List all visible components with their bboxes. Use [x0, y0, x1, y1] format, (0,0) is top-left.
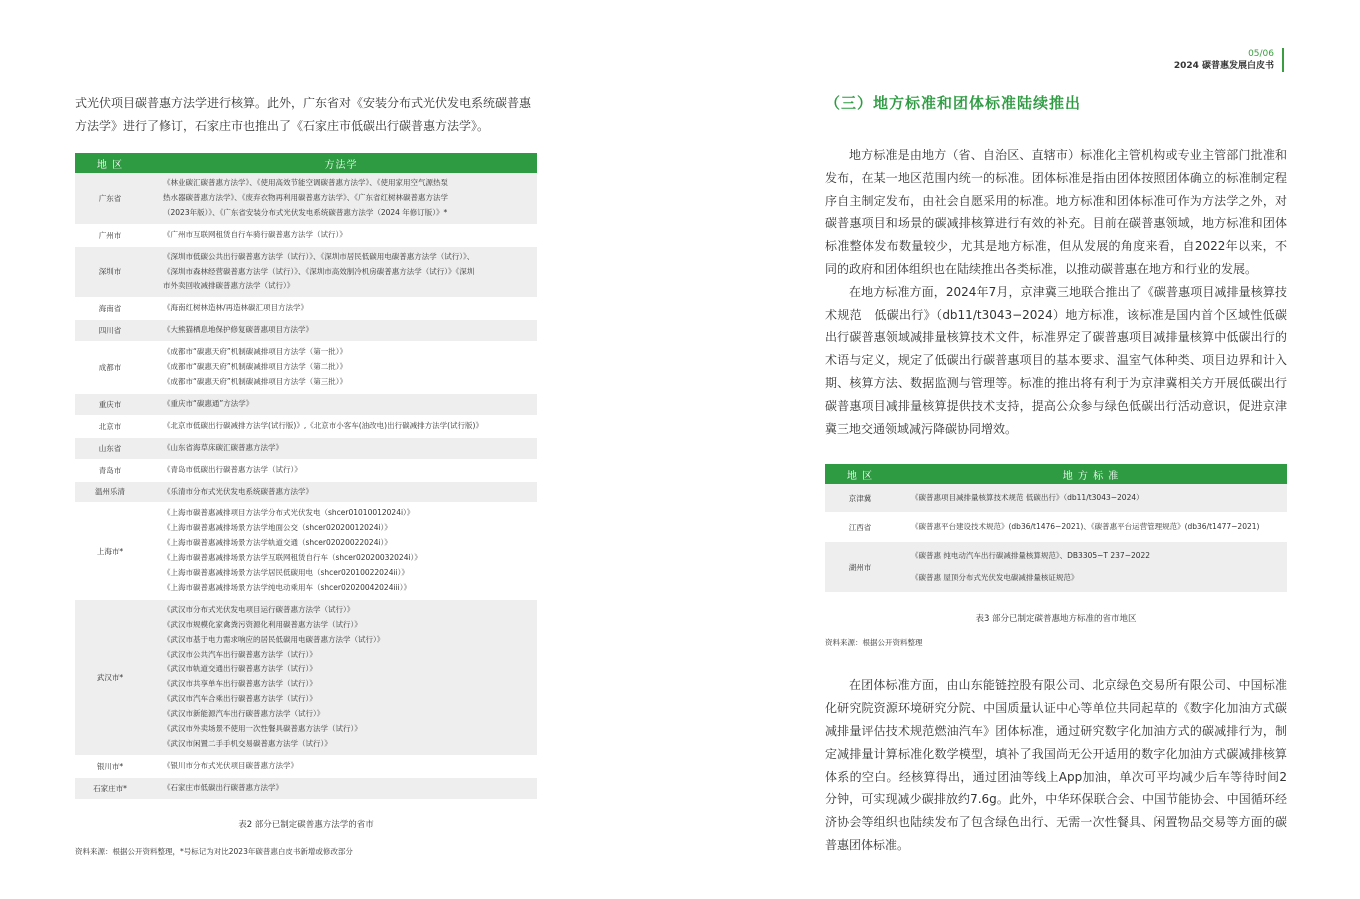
- region-cell: 四川省: [75, 320, 145, 342]
- page-header: [1174, 48, 1284, 72]
- paragraph-local-standards: 在地方标准方面，2024年7月，京津冀三地联合推出了《碳普惠项目减排量核算技术规范 低碳出行》（db11/t3043−2024）地方标准，该标准是国内首个区域性低碳出行碳普惠领域减排量核算技术文件，标准界定了碳普惠项目减排量核算中低碳出行的术语与定义，规定了低碳出行碳普惠项目的基本要求、温室气体种类、项目边界和计入期、核算方法、数据监测与管理等。标准的推出将有利于为京津冀相关方开展低碳出行碳普惠项目减排量核算提供技术支持，提高公众参与绿色低碳出行活动意识，促进京津冀三地交通领域减污降碳协同增效。: [825, 284, 1287, 436]
- table-row: [75, 755, 537, 777]
- methods-cell: [145, 224, 537, 246]
- methods-cell: [895, 542, 1287, 593]
- region-cell: 广州市: [75, 224, 145, 246]
- region-cell: 湖州市: [825, 542, 895, 593]
- region-cell: 深圳市: [75, 246, 145, 298]
- method-line: 《大熊猫栖息地保护修复碳普惠项目方法学》: [163, 325, 313, 335]
- region-cell: 北京市: [75, 415, 145, 437]
- method-line: 《上海市碳普惠减排场景方法学居民低碳用电（shcer02010022024ii）》: [163, 568, 409, 578]
- method-line: 《山东省海草床碳汇碳普惠方法学》: [163, 442, 283, 452]
- method-line: 《武汉市汽车合乘出行碳普惠方法学（试行）》: [163, 694, 317, 704]
- region-cell: 上海市*: [75, 503, 145, 599]
- region-cell: 武汉市*: [75, 599, 145, 755]
- region-cell: 石家庄市*: [75, 777, 145, 798]
- table-caption: 表2 部分已制定碳普惠方法学的省市: [238, 819, 374, 830]
- method-line: 《上海市碳普惠减排场景方法学纯电动乘用车（shcer02020042024iii）》: [163, 582, 411, 592]
- table-caption: 表3 部分已制定碳普惠地方标准的省市地区: [975, 614, 1137, 625]
- method-line: （2023年版）》、《广东省安装分布式光伏发电系统碳普惠方法学（2024 年修订版）》*: [163, 207, 448, 217]
- region-cell: 山东省: [75, 437, 145, 459]
- document-title: 2024 碳普惠发展白皮书: [1173, 61, 1274, 71]
- table-row: [75, 298, 537, 320]
- table-row: [825, 542, 1287, 593]
- source-note: 资料来源：根据公开资料整理，*号标记为对比2023年碳普惠白皮书新增或修改部分: [75, 846, 353, 856]
- region-cell: 温州乐清: [75, 481, 145, 503]
- method-line: 市外卖回收减排碳普惠方法学（试行）》: [163, 281, 295, 291]
- methods-cell: [145, 393, 537, 415]
- methods-cell: [145, 342, 537, 394]
- section-title: （三）地方标准和团体标准陆续推出: [825, 94, 1082, 112]
- method-line: 《重庆市“碳惠通”方法学》: [163, 398, 254, 408]
- table-row: [75, 246, 537, 298]
- methods-cell: [145, 459, 537, 481]
- method-line: 《银川市分布式光伏项目碳普惠方法学》: [163, 760, 298, 770]
- methods-cell: [145, 503, 537, 599]
- method-line: 《武汉市闲置二手手机交易碳普惠方法学（试行）》: [163, 739, 332, 748]
- region-cell: 广东省: [75, 173, 145, 224]
- method-line: 《海南红树林造林/再造林碳汇项目方法学》: [163, 303, 309, 313]
- method-line: 《石家庄市低碳出行碳普惠方法学》: [163, 782, 283, 792]
- method-line: 《深圳市低碳公共出行碳普惠方法学（试行）》、《深圳市居民低碳用电碳普惠方法学（试行）》、: [163, 251, 475, 261]
- table-row: [75, 481, 537, 503]
- table-row: [75, 503, 537, 599]
- method-line: 《上海市碳普惠减排场景方法学轨道交通（shcer02020022024i）》: [163, 538, 392, 548]
- method-line: 《武汉市新能源汽车出行碳普惠方法学（试行）》: [163, 709, 325, 719]
- method-line: 《武汉市基于电力需求响应的居民低碳用电碳普惠方法学（试行）》: [163, 634, 385, 644]
- table-row: [75, 777, 537, 798]
- paragraph-group-standards: 在团体标准方面，由山东能链控股有限公司、北京绿色交易所有限公司、中国标准化研究院资源环境研究分院、中国质量认证中心等单位共同起草的《数字化加油方式碳减排量评估技术规范燃油汽车》团体标准，通过研究数字化加油方式的碳减排行为，制定减排量计算标准化数学模型，填补了我国尚无公开适用的数字化加油方式碳减排核算体系的空白。经核算得出，通过团油等线上App加油，单次可平均减少后车等待时间2分钟，可实现减少碳排放约7.6g。此外，中华环保联合会、中国节能协会、中国循环经济协会等组织也陆续发布了包含绿色出行、无需一次性餐具、闲置物品交易等方面的碳普惠团体标准。: [825, 678, 1287, 852]
- method-line: 《成都市“碳惠天府”机制碳减排项目方法学（第三批）》: [163, 376, 348, 386]
- methods-cell: [145, 415, 537, 437]
- method-line: 《青岛市低碳出行碳普惠方法学（试行）》: [163, 464, 302, 474]
- method-line: 《乐清市分布式光伏发电系统碳普惠方法学》: [163, 486, 313, 496]
- table-row: [75, 437, 537, 459]
- methods-cell: [145, 246, 537, 298]
- method-line: 《深圳市森林经营碳普惠方法学（试行）》、《深圳市高效制冷机房碳普惠方法学（试行）》《深圳: [163, 266, 475, 276]
- method-line: 《武汉市规模化家禽粪污资源化利用碳普惠方法学（试行）》: [163, 619, 362, 629]
- table-row: [75, 342, 537, 394]
- methods-cell: [145, 481, 537, 503]
- method-line: 《武汉市外卖场景不使用一次性餐具碳普惠方法学（试行）》: [163, 724, 362, 734]
- region-cell: 青岛市: [75, 459, 145, 481]
- method-line: 《上海市碳普惠减排场景方法学互联网租赁自行车（shcer02020032024i）》: [163, 553, 422, 563]
- column-header-region: 地 区: [75, 153, 145, 173]
- methods-cell: [145, 777, 537, 798]
- region-cell: 海南省: [75, 298, 145, 320]
- region-cell: 京津冀: [825, 484, 895, 513]
- method-line: 《碳普惠项目减排量核算技术规范 低碳出行》（db11/t3043−2024）: [911, 493, 1144, 503]
- right-column: [825, 92, 1287, 857]
- region-cell: 成都市: [75, 342, 145, 394]
- methods-cell: [895, 484, 1287, 513]
- method-line: 《碳普惠 纯电动汽车出行碳减排量核算规范》、DB3305−T 237−2022: [911, 551, 1151, 561]
- region-cell: 重庆市: [75, 393, 145, 415]
- table-row: [75, 224, 537, 246]
- method-line: 《林业碳汇碳普惠方法学》、《使用高效节能空调碳普惠方法学》、《使用家用空气源热泵: [163, 178, 448, 187]
- method-line: 《北京市低碳出行碳减排方法学(试行版)》,《北京市小客车(油改电)出行碳减排方法学(试行版)》: [163, 420, 483, 430]
- table-row: [75, 599, 537, 755]
- column-header-region: 地 区: [825, 464, 895, 484]
- methods-cell: [145, 599, 537, 755]
- table-row: [825, 484, 1287, 513]
- method-line: 《碳普惠 屋顶分布式光伏发电碳减排量核证规范》: [911, 573, 1079, 583]
- method-line: 《广州市互联网租赁自行车骑行碳普惠方法学（试行）》: [163, 229, 347, 239]
- methodology-table: [75, 153, 537, 799]
- method-line: 《武汉市轨道交通出行碳普惠方法学（试行）》: [163, 664, 317, 674]
- region-cell: 江西省: [825, 513, 895, 542]
- method-line: 《武汉市共享单车出行碳普惠方法学（试行）》: [163, 679, 317, 689]
- table-row: [75, 415, 537, 437]
- region-cell: 银川市*: [75, 755, 145, 777]
- method-line: 《武汉市分布式光伏发电项目运行碳普惠方法学（试行）》: [163, 604, 355, 614]
- table-row: [825, 513, 1287, 542]
- local-standard-table: [825, 464, 1287, 592]
- table-row: [75, 320, 537, 342]
- method-line: 《碳普惠平台建设技术规范》(db36/t1476−2021)、《碳普惠平台运营管理规范》(db36/t1477−2021): [911, 522, 1260, 532]
- column-header-standard: 地 方 标 准: [895, 464, 1287, 484]
- intro-paragraph: 式光伏项目碳普惠方法学进行核算。此外，广东省对《安装分布式光伏发电系统碳普惠方法学》进行了修订，石家庄市也推出了《石家庄市低碳出行碳普惠方法学》。: [75, 96, 532, 133]
- methods-cell: [145, 320, 537, 342]
- methods-cell: [145, 755, 537, 777]
- table-row: [75, 393, 537, 415]
- method-line: 《成都市“碳惠天府”机制碳减排项目方法学（第二批）》: [163, 362, 348, 372]
- method-line: 《成都市“碳惠天府”机制碳减排项目方法学（第一批）》: [163, 347, 348, 357]
- table-row: [75, 173, 537, 224]
- source-note: 资料来源：根据公开资料整理: [825, 638, 923, 648]
- method-line: 《上海市碳普惠减排项目方法学分布式光伏发电（shcer01010012024i）》: [163, 508, 415, 518]
- left-column: [75, 92, 537, 857]
- methods-cell: [895, 513, 1287, 542]
- column-header-methodology: 方法学: [145, 153, 537, 173]
- methods-cell: [145, 298, 537, 320]
- method-line: 《武汉市公共汽车出行碳普惠方法学（试行）》: [163, 649, 317, 659]
- paragraph-local-group-standards: 地方标准是由地方（省、自治区、直辖市）标准化主管机构或专业主管部门批准和发布，在某一地区范围内统一的标准。团体标准是指由团体按照团体确立的标准制定程序自主制定发布，由社会自愿采用的标准。地方标准和团体标准可作为方法学之外，对碳普惠项目和场景的碳减排核算进行有效的补充。目前在碳普惠领域，地方标准和团体标准整体发布数量较少，尤其是地方标准，但从发展的角度来看，自2022年以来，不同的政府和团体组织也在陆续推出各类标准，以推动碳普惠在地方和行业的发展。: [825, 148, 1287, 276]
- page-number: 05/06: [1248, 49, 1274, 59]
- methods-cell: [145, 437, 537, 459]
- method-line: 热水器碳普惠方法学》、《废弃衣物再利用碳普惠方法学》、《广东省红树林碳普惠方法学: [163, 192, 448, 202]
- method-line: 《上海市碳普惠减排场景方法学地面公交（shcer02020012024i）》: [163, 523, 392, 533]
- methods-cell: [145, 173, 537, 224]
- table-row: [75, 459, 537, 481]
